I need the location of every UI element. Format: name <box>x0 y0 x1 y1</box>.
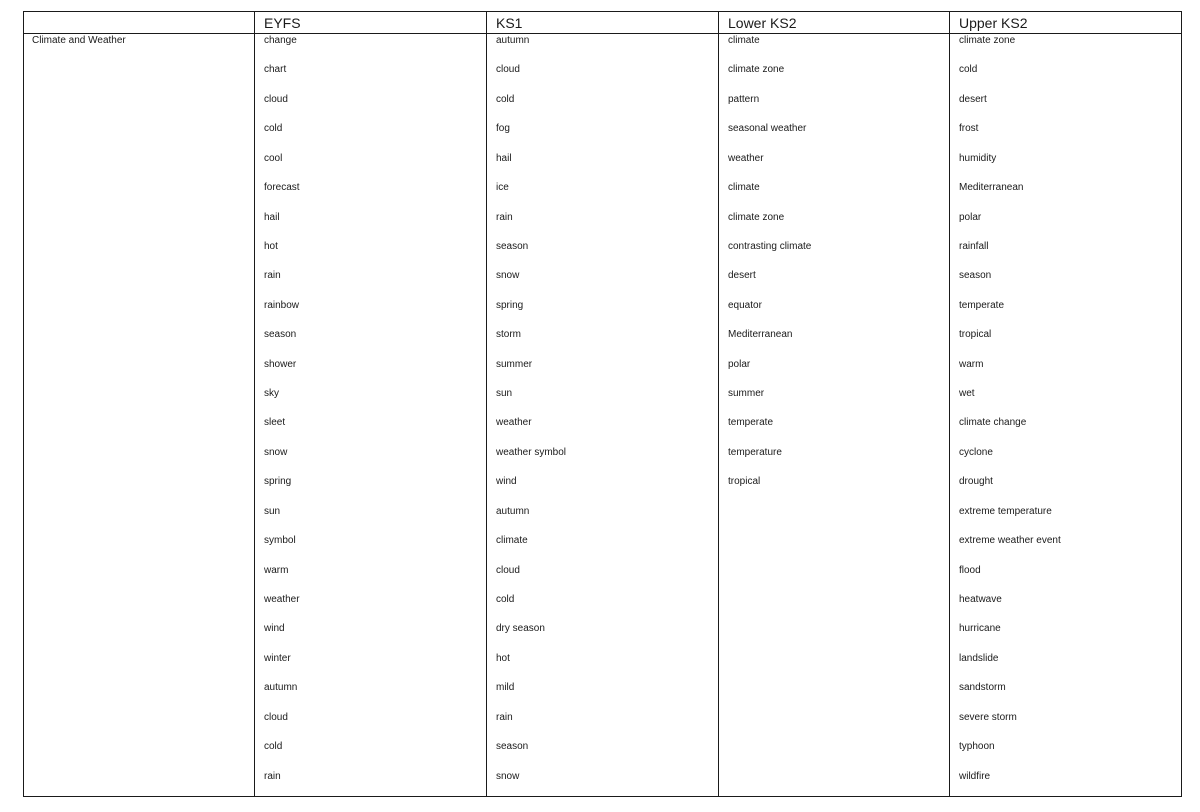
eyfs-column <box>254 12 487 796</box>
vocabulary-word: climate change <box>959 417 1027 429</box>
vocabulary-word: rainfall <box>959 240 989 252</box>
topic-label: Climate and Weather <box>32 35 126 46</box>
vocabulary-word: cold <box>496 594 515 606</box>
vocabulary-word: climate zone <box>959 35 1016 46</box>
vocabulary-word: warm <box>959 358 984 370</box>
vocabulary-word: snow <box>496 270 520 282</box>
vocabulary-word: weather <box>728 152 764 164</box>
vocabulary-word: hail <box>264 211 280 223</box>
vocabulary-word: forecast <box>264 182 300 194</box>
vocabulary-word: cold <box>264 123 283 135</box>
vocabulary-word: rain <box>496 211 513 223</box>
vocabulary-word: sun <box>264 505 281 517</box>
vocabulary-word: rain <box>264 770 281 782</box>
vocabulary-word: extreme temperature <box>959 505 1052 517</box>
lower-ks2-word-list <box>728 35 811 506</box>
vocabulary-word: cloud <box>496 564 520 576</box>
vocabulary-word: severe storm <box>959 711 1017 723</box>
vocabulary-word: wind <box>496 476 517 488</box>
vocabulary-word: polar <box>959 211 982 223</box>
vocabulary-word: symbol <box>264 535 296 547</box>
vocabulary-word: season <box>959 270 992 282</box>
vocabulary-word: climate <box>728 35 760 46</box>
upper-ks2-column-header: Upper KS2 <box>959 15 1028 31</box>
vocabulary-word: season <box>496 240 529 252</box>
vocabulary-word: humidity <box>959 152 997 164</box>
vocabulary-word: wet <box>959 388 975 400</box>
topic-column <box>24 12 254 796</box>
vocabulary-word: snow <box>264 446 288 458</box>
vocabulary-word: sandstorm <box>959 682 1006 694</box>
vocabulary-word: hot <box>264 240 278 252</box>
vocabulary-word: sun <box>496 388 513 400</box>
vocabulary-word: rain <box>496 711 513 723</box>
vocabulary-word: extreme weather event <box>959 535 1061 547</box>
vocabulary-word: weather <box>264 594 300 606</box>
vocabulary-word: heatwave <box>959 594 1002 606</box>
vocabulary-word: contrasting climate <box>728 240 812 252</box>
vocabulary-word: weather symbol <box>496 446 567 458</box>
vocabulary-word: cold <box>496 93 515 105</box>
vocabulary-word: hot <box>496 652 510 664</box>
vocabulary-word: spring <box>264 476 292 488</box>
vocabulary-word: Mediterranean <box>728 329 793 341</box>
vocabulary-word: winter <box>264 652 291 664</box>
vocabulary-word: drought <box>959 476 993 488</box>
vocabulary-word: climate zone <box>728 211 785 223</box>
vocabulary-word: desert <box>728 270 756 282</box>
vocabulary-word: weather <box>496 417 532 429</box>
vocabulary-word: temperate <box>728 417 774 429</box>
vocabulary-word: hail <box>496 152 512 164</box>
lower-ks2-column-header: Lower KS2 <box>728 15 797 31</box>
vocabulary-word: rain <box>264 270 281 282</box>
upper-ks2-column <box>949 12 1184 796</box>
ks1-word-list <box>496 35 566 800</box>
vocabulary-word: tropical <box>959 329 992 341</box>
vocabulary-word: summer <box>728 388 765 400</box>
vocabulary-word: season <box>496 741 529 753</box>
eyfs-word-list <box>264 35 300 800</box>
vocabulary-word: cool <box>264 152 283 164</box>
vocabulary-word: mild <box>496 682 515 694</box>
ks1-column-header: KS1 <box>496 15 523 31</box>
vocabulary-word: equator <box>728 299 762 311</box>
upper-ks2-word-list <box>959 35 1061 800</box>
vocabulary-word: warm <box>264 564 289 576</box>
ks1-column <box>486 12 719 796</box>
vocabulary-word: climate <box>496 535 528 547</box>
eyfs-column-header: EYFS <box>264 15 301 31</box>
vocabulary-word: cloud <box>264 711 288 723</box>
vocabulary-word: autumn <box>264 682 298 694</box>
vocabulary-word: autumn <box>496 505 530 517</box>
vocabulary-word: sleet <box>264 417 286 429</box>
vocabulary-word: ice <box>496 182 509 194</box>
vocabulary-word: rainbow <box>264 299 300 311</box>
vocabulary-word: snow <box>496 770 520 782</box>
vocabulary-word: landslide <box>959 652 999 664</box>
vocabulary-word: cloud <box>496 64 520 76</box>
vocabulary-word: flood <box>959 564 981 576</box>
vocabulary-word: typhoon <box>959 741 995 753</box>
vocabulary-word: climate zone <box>728 64 785 76</box>
vocabulary-word: cloud <box>264 93 288 105</box>
vocabulary-word: dry season <box>496 623 545 635</box>
vocabulary-word: wind <box>264 623 285 635</box>
vocabulary-word: pattern <box>728 93 760 105</box>
vocabulary-word: fog <box>496 123 510 135</box>
vocabulary-word: climate <box>728 182 760 194</box>
vocabulary-word: polar <box>728 358 751 370</box>
vocabulary-word: seasonal weather <box>728 123 807 135</box>
vocabulary-table <box>23 11 1182 797</box>
vocabulary-word: season <box>264 329 297 341</box>
vocabulary-word: Mediterranean <box>959 182 1024 194</box>
vocabulary-word: autumn <box>496 35 530 46</box>
vocabulary-word: cold <box>264 741 283 753</box>
vocabulary-word: chart <box>264 64 287 76</box>
vocabulary-word: desert <box>959 93 987 105</box>
vocabulary-word: cyclone <box>959 446 993 458</box>
vocabulary-word: summer <box>496 358 533 370</box>
vocabulary-word: storm <box>496 329 521 341</box>
lower-ks2-column <box>718 12 950 796</box>
vocabulary-word: cold <box>959 64 978 76</box>
vocabulary-word: temperature <box>728 446 782 458</box>
vocabulary-word: temperate <box>959 299 1005 311</box>
vocabulary-word: spring <box>496 299 524 311</box>
vocabulary-word: change <box>264 35 297 46</box>
vocabulary-word: sky <box>264 388 279 400</box>
vocabulary-word: tropical <box>728 476 761 488</box>
vocabulary-word: hurricane <box>959 623 1001 635</box>
vocabulary-word: wildfire <box>959 770 991 782</box>
vocabulary-word: shower <box>264 358 297 370</box>
vocabulary-word: frost <box>959 123 979 135</box>
